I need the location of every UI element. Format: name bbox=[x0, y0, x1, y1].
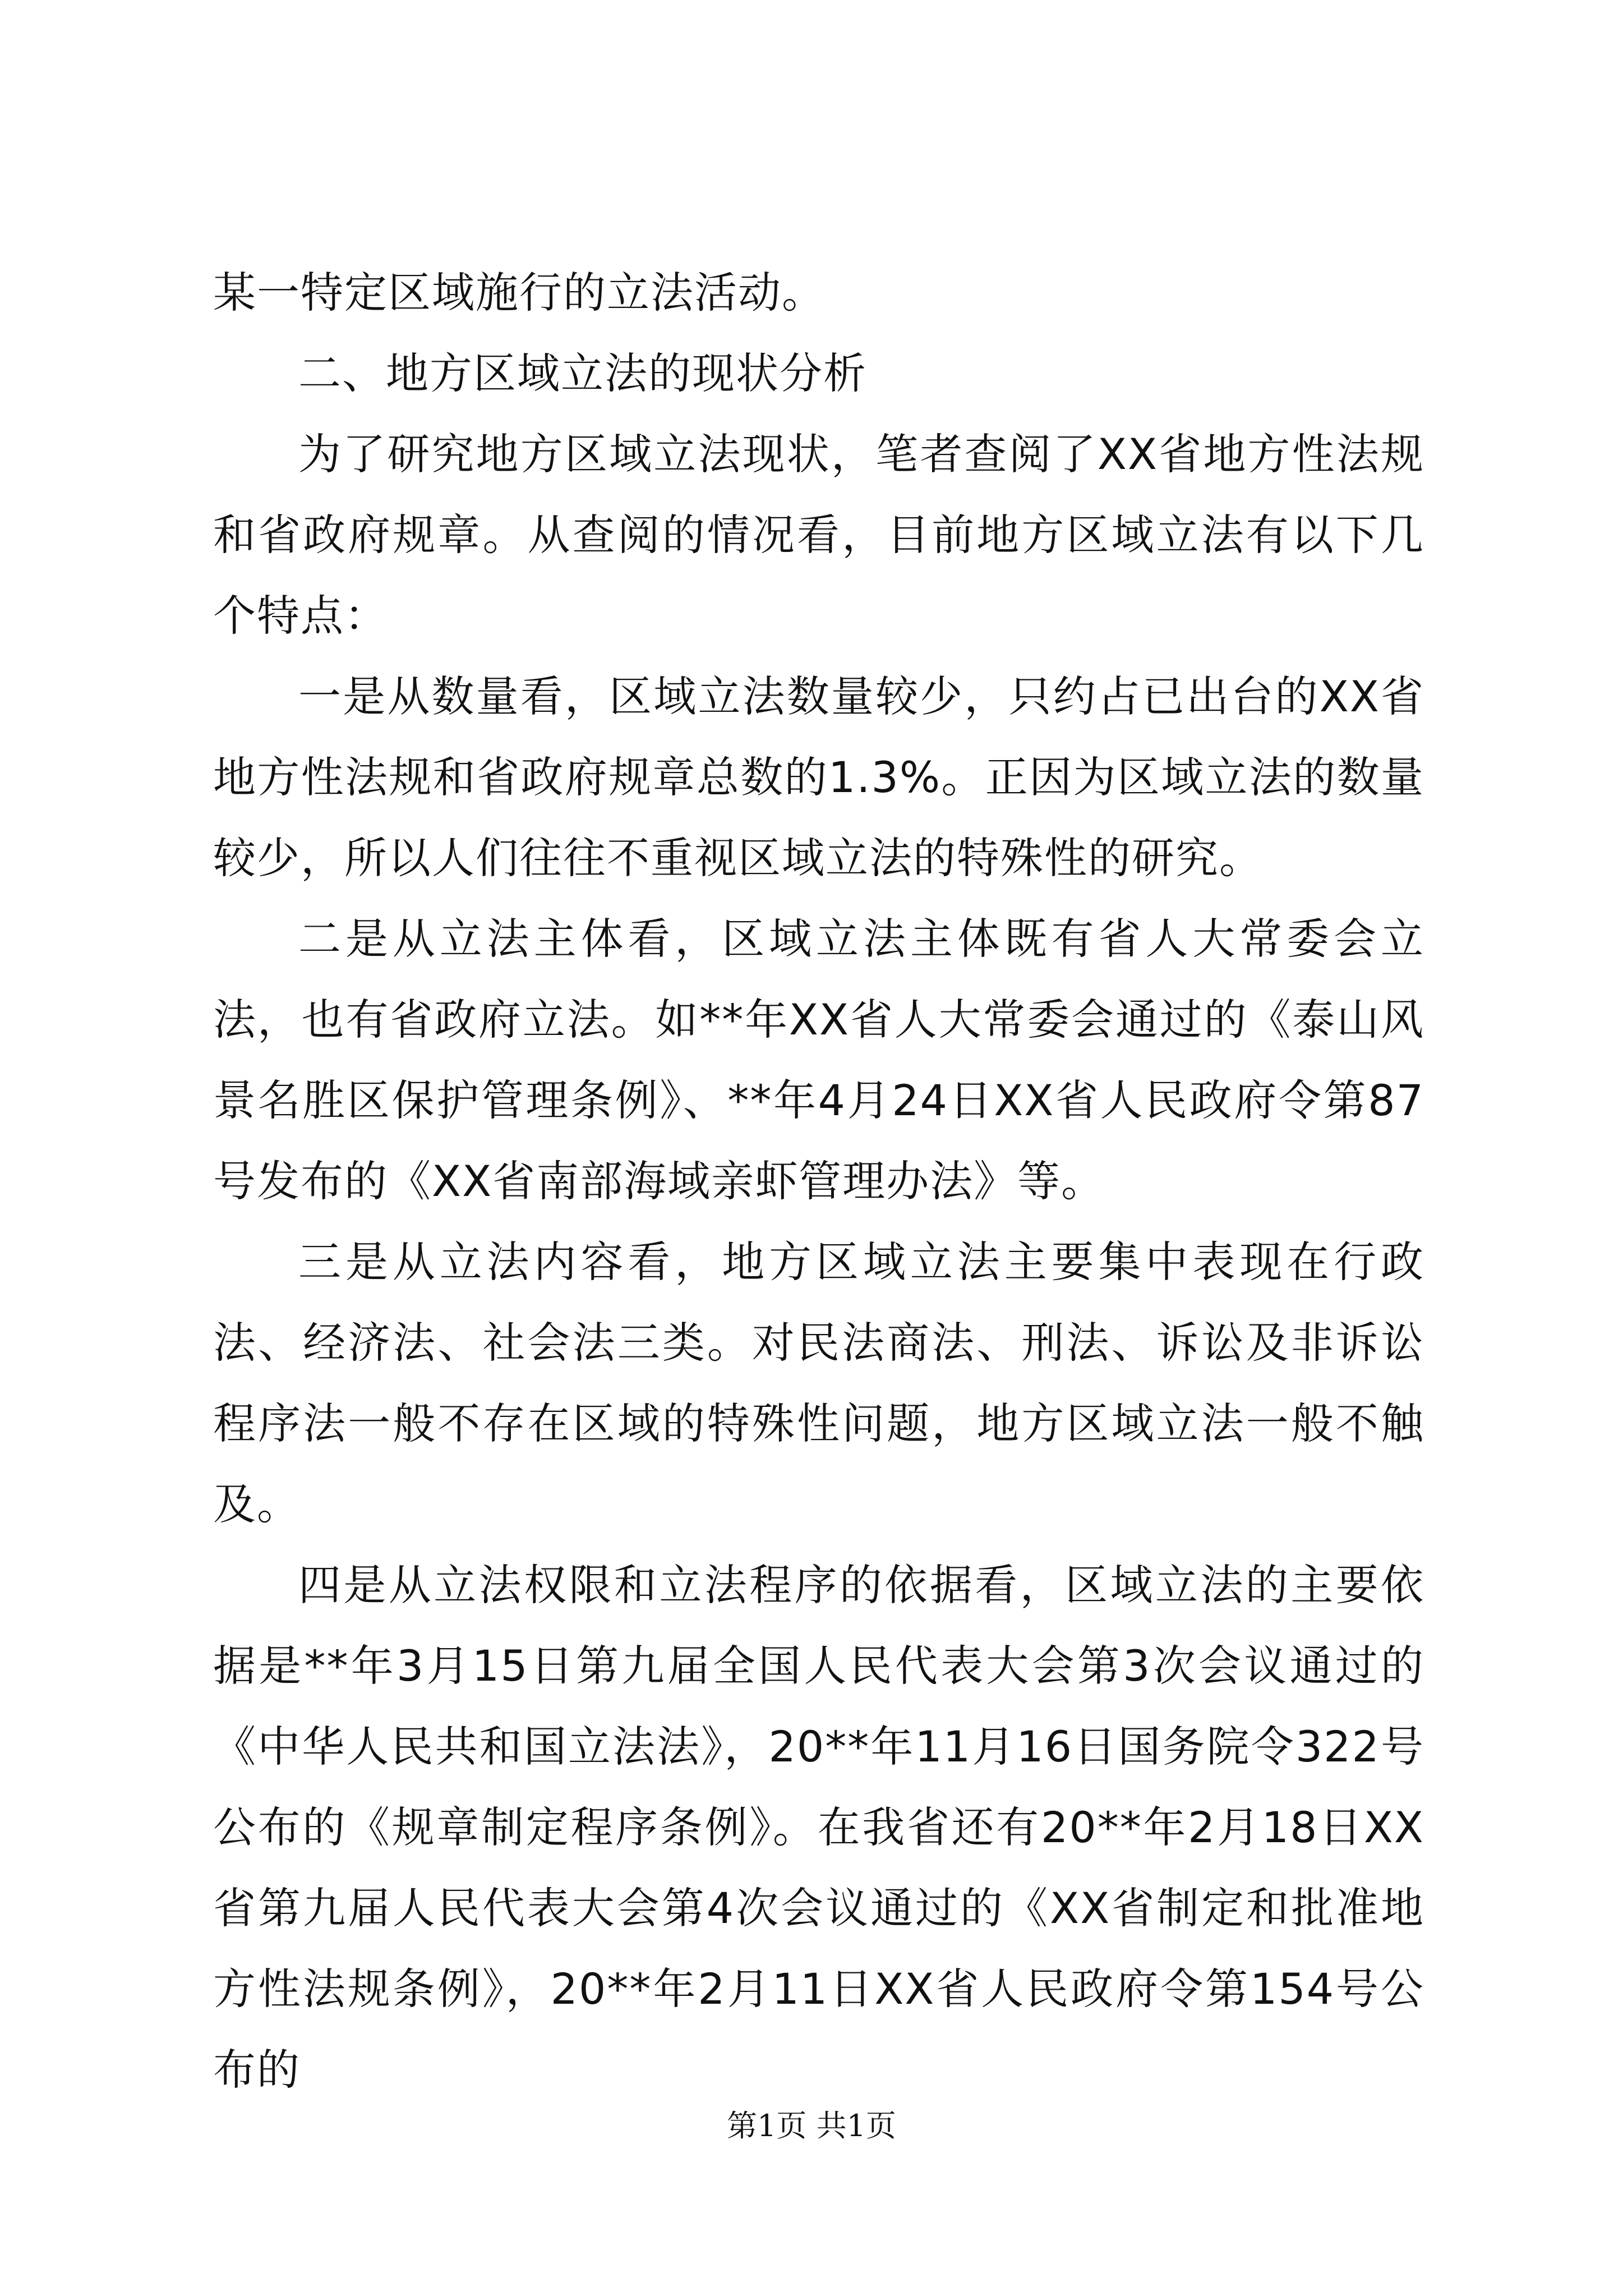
paragraph-point-3: 三是从立法内容看，地方区域立法主要集中表现在行政法、经济法、社会法三类。对民法商法、刑法、诉讼及非诉讼程序法一般不存在区域的特殊性问题，地方区域立法一般不触及。 bbox=[213, 1237, 1424, 1529]
section-heading: 二、地方区域立法的现状分析 bbox=[298, 348, 867, 398]
paragraph-point-1: 一是从数量看，区域立法数量较少，只约占已出台的XX省地方性法规和省政府规章总数的1.3%。正因为区域立法的数量较少，所以人们往往不重视区域立法的特殊性的研究。 bbox=[213, 671, 1424, 883]
paragraph-point-4: 四是从立法权限和立法程序的依据看，区域立法的主要依据是**年3月15日第九届全国人民代表大会第3次会议通过的《中华人民共和国立法法》，20**年11月16日国务院令322号公布的《规章制定程序条例》。在我省还有20**年2月18日XX省第九届人民代表大会第4次会议通过的《XX省制定和批准地方性法规条例》，20**年2月11日XX省人民政府令第154号公布的 bbox=[213, 1560, 1424, 2095]
document-body bbox=[213, 252, 1424, 2110]
paragraph-intro: 为了研究地方区域立法现状，笔者查阅了XX省地方性法规和省政府规章。从查阅的情况看，目前地方区域立法有以下几个特点： bbox=[213, 429, 1424, 641]
paragraph-point-2: 二是从立法主体看，区域立法主体既有省人大常委会立法，也有省政府立法。如**年XX省人大常委会通过的《泰山风景名胜区保护管理条例》、**年4月24日XX省人民政府令第87号发布的《XX省南部海域亲虾管理办法》等。 bbox=[213, 914, 1424, 1206]
paragraph-continuation: 某一特定区域施行的立法活动。 bbox=[213, 268, 826, 318]
page-footer: 第1页 共1页 bbox=[727, 2108, 896, 2143]
